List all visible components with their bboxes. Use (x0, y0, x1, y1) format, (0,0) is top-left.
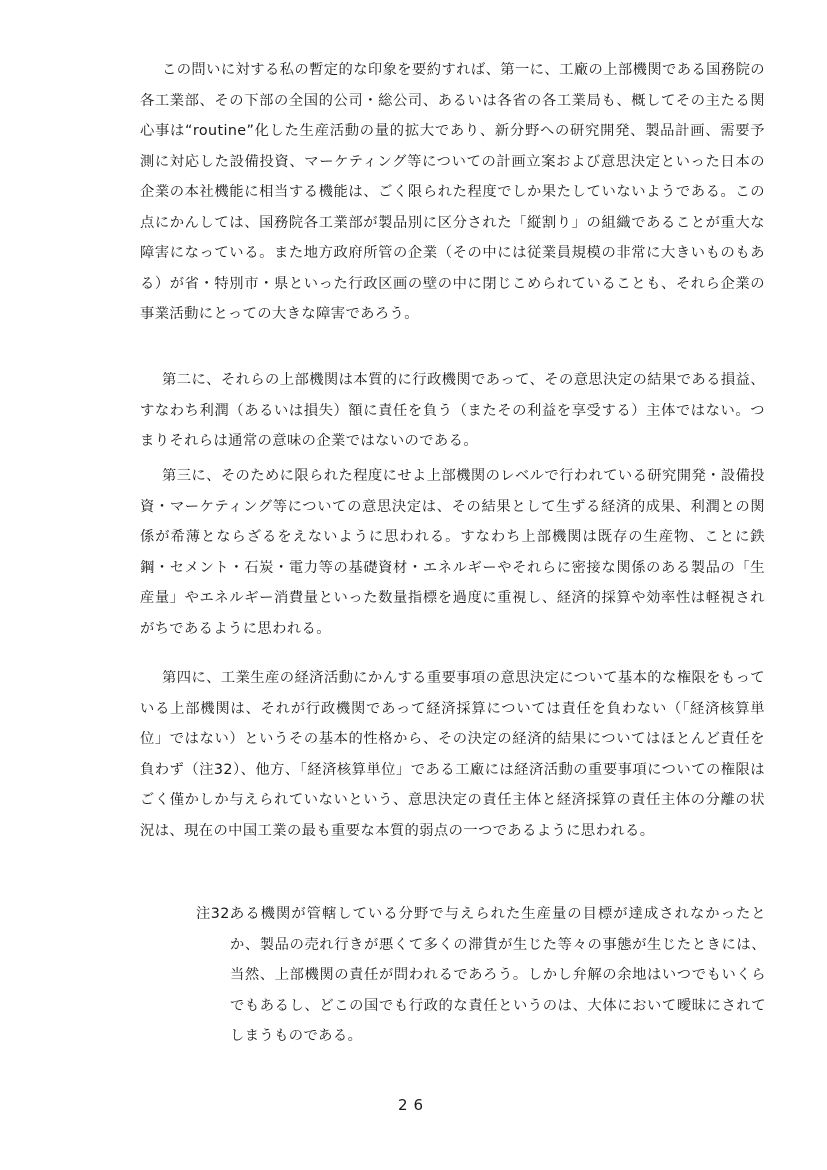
paragraph-2-text: 第二に、それらの上部機関は本質的に行政機関であって、その意思決定の結果である損益、すなわち利潤（あるいは損失）額に責任を負う（またその利益を享受する）主体ではない。つまりそれらは通常の意味の企業ではないのである。 (140, 372, 765, 449)
paragraph-2 (140, 365, 765, 457)
footnote-32 (196, 899, 766, 1052)
paragraph-1 (140, 55, 765, 330)
page-number: 26 (397, 1096, 430, 1114)
footnote-text: ある機関が管轄している分野で与えられた生産量の目標が達成されなかったとか、製品の売れ行きが悪くて多くの滞貨が生じた等々の事態が生じたときには、当然、上部機関の責任が問われるであろう。しかし弁解の余地はいつでもいくらでもあるし、どこの国でも行政的な責任というのは、大体において曖昧にされてしまうものである。 (230, 906, 766, 1044)
paragraph-3-text: 第三に、そのために限られた程度にせよ上部機関のレベルで行われている研究開発・設備投資・マーケティング等についての意思決定は、その結果として生ずる経済的成果、利潤との関係が希薄とならざるをえないように思われる。すなわち上部機関は既存の生産物、ことに鉄鋼・セメント・石炭・電力等の基礎資材・エネルギーやそれらに密接な関係のある製品の「生産量」やエネルギー消費量といった数量指標を過度に重視し、経済的採算や効率性は軽視されがちであるように思われる。 (140, 468, 765, 637)
footnote-label: 注32. (196, 906, 235, 922)
paragraph-1-text: この問いに対する私の暫定的な印象を要約すれば、第一に、工廠の上部機関である国務院の各工業部、その下部の全国的公司・総公司、あるいは各省の各工業局も、概してその主たる関心事は“routine”化した生産活動の量的拡大であり、新分野への研究開発、製品計画、需要予測に対応した設備投資、マーケティング等についての計画立案および意思決定といった日本の企業の本社機能に相当する機能は、ごく限られた程度でしか果たしていないようである。この点にかんしては、国務院各工業部が製品別に区分された「縦割り」の組織であることが重大な障害になっている。また地方政府所管の企業（その中には従業員規模の非常に大きいものもある）が省・特別市・県といった行政区画の壁の中に閉じこめられていることも、それら企業の事業活動にとっての大きな障害であろう。 (140, 62, 765, 322)
paragraph-3 (140, 461, 765, 644)
paragraph-4-text: 第四に、工業生産の経済活動にかんする重要事項の意思決定について基本的な権限をもっている上部機関は、それが行政機関であって経済採算については責任を負わない（「経済核算単位」ではない）というその基本的性格から、その決定の経済的結果についてはほとんど責任を負わず（注32）、他方、「経済核算単位」である工廠には経済活動の重要事項についての権限はごく僅かしか与えられていないという、意思決定の責任主体と経済採算の責任主体の分離の状況は、現在の中国工業の最も重要な本質的弱点の一つであるように思われる。 (140, 670, 765, 839)
paragraph-4 (140, 663, 765, 846)
